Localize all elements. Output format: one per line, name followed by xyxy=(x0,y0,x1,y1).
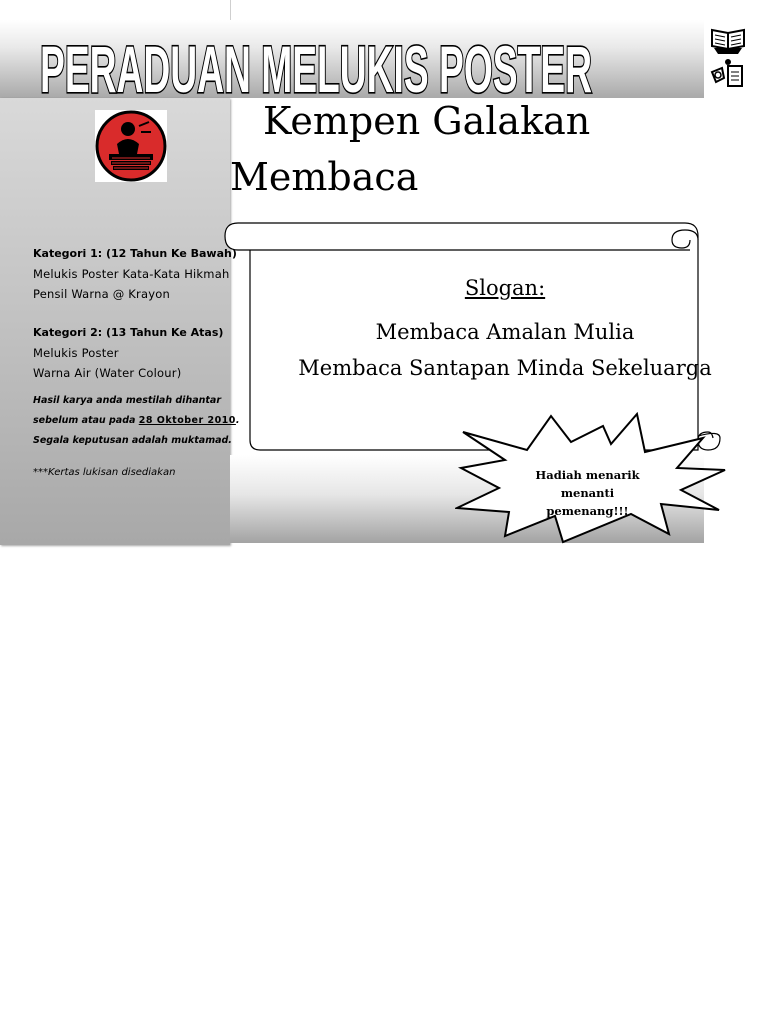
notice-line-1: Hasil karya anda mestilah dihantar xyxy=(33,395,222,406)
category-2-line: Melukis Poster xyxy=(33,346,119,360)
reading-figure-icon xyxy=(95,110,167,182)
notice-line-3: Segala keputusan adalah muktamad. xyxy=(33,435,232,446)
deadline-date: 28 Oktober 2010 xyxy=(138,415,236,426)
slogan-line: Membaca Santapan Minda Sekeluarga xyxy=(298,356,712,380)
subtitle-line-2: Membaca xyxy=(230,155,419,199)
competition-info xyxy=(33,244,248,483)
notice-line-2: sebelum atau pada 28 Oktober 2010. xyxy=(33,415,240,426)
slogan-label: Slogan: xyxy=(464,276,546,300)
footnote: ***Kertas lukisan disediakan xyxy=(33,467,176,478)
category-2-line: Warna Air (Water Colour) xyxy=(33,366,182,380)
category-2-heading: Kategori 2: (13 Tahun Ke Atas) xyxy=(33,326,224,339)
category-1-heading: Kategori 1: (12 Tahun Ke Bawah) xyxy=(33,247,237,260)
top-divider-line xyxy=(230,0,231,20)
slogan-line: Membaca Amalan Mulia xyxy=(375,320,635,344)
subtitle-line-1: Kempen Galakan xyxy=(263,99,591,143)
category-1-line: Pensil Warna @ Krayon xyxy=(33,287,170,301)
category-1-line: Melukis Poster Kata-Kata Hikmah xyxy=(33,267,230,281)
poster-title-text: PERADUAN MELUKIS POSTER xyxy=(40,32,592,106)
poster-title xyxy=(36,30,596,106)
open-book-icon xyxy=(704,20,752,92)
prize-text: Hadiah menarik menanti pemenang!!! xyxy=(535,468,640,518)
